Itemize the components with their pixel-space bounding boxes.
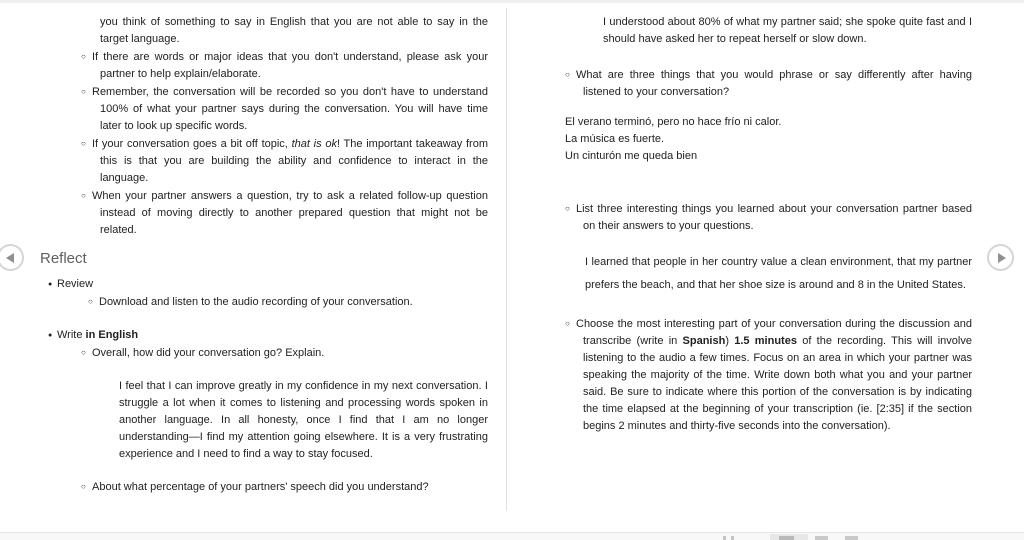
- circle-bullet-icon: ○: [81, 139, 86, 148]
- right-triangle-icon: [998, 253, 1006, 263]
- text-run: About what percentage of your partners' speech did you understand?: [92, 481, 429, 493]
- text-run: When your partner answers a question, try to ask a related follow-up question instead of moving directly to another prepared question that might not be related.: [92, 190, 488, 236]
- response-paragraph: [585, 251, 972, 296]
- text-run: List three interesting things you learned about your conversation partner based on their answers to your questions.: [576, 203, 972, 232]
- toolbar-button-stub[interactable]: [723, 536, 726, 540]
- toolbar-button-stub[interactable]: [845, 536, 858, 540]
- text-run: If there are words or major ideas that you don't understand, please ask your partner to help explain/elaborate.: [92, 51, 488, 80]
- disc-bullet-icon: ●: [48, 281, 53, 288]
- circle-bullet-icon: ○: [81, 52, 86, 61]
- toolbar-field-value-stub: [779, 536, 794, 540]
- list-item: [81, 83, 488, 135]
- text-run: What are three things that you would phrase or say differently after having listened to your conversation?: [576, 69, 972, 98]
- list-item: [81, 478, 488, 496]
- text-run: Spanish: [682, 335, 726, 347]
- response-paragraph: [603, 14, 972, 48]
- text-run: in English: [85, 329, 139, 341]
- text-run: I feel that I can improve greatly in my confidence in my next conversation. I struggle a lot when it comes to listening and processing words spoken in another language. In all honesty, once I find that I am no longer understanding—I find my attention going elsewhere. It is a very frustrating experience and I need to find a way to stay focused.: [119, 380, 488, 460]
- left-triangle-icon: [6, 253, 14, 263]
- text-run: Write: [57, 329, 86, 341]
- text-run: ): [725, 335, 735, 347]
- text-run: Download and listen to the audio recording of your conversation.: [99, 296, 413, 308]
- text-run: you think of something to say in English that you are not able to say in the target language.: [100, 16, 488, 45]
- list-item: [565, 200, 972, 235]
- text-run: I understood about 80% of what my partner said; she spoke quite fast and I should have asked her to repeat herself or slow down.: [603, 16, 972, 45]
- text-run: 1.5 minutes: [734, 335, 797, 347]
- response-line: [565, 131, 972, 148]
- toolbar-button-stub[interactable]: [815, 536, 828, 540]
- list-item: [48, 327, 488, 344]
- top-edge-strip: [0, 0, 1024, 3]
- text-run: ! The important takeaway from this is that you are building the ability and confidence to interact in the language.: [100, 138, 488, 184]
- disc-bullet-icon: ●: [48, 332, 53, 339]
- page-divider: [506, 8, 507, 511]
- text-run: Review: [57, 278, 94, 290]
- next-page-button[interactable]: [987, 244, 1014, 271]
- toolbar-field-stub[interactable]: [770, 534, 808, 540]
- text-run: Un cinturón me queda bien: [565, 150, 698, 162]
- list-item: [565, 66, 972, 101]
- text-run: If your conversation goes a bit off topic,: [92, 138, 292, 150]
- circle-bullet-icon: ○: [81, 482, 86, 491]
- response-line: [565, 114, 972, 131]
- document-page-right: [518, 8, 1010, 435]
- text-run: Overall, how did your conversation go? Explain.: [92, 347, 325, 359]
- text-run: of the recording. This will involve listening to the audio a few times. Focus on an area in which your partner was speaking the majority of the time. Write down both what you and your partner said. Be sure to indicate where this portion of the conversation is by indicating the time elapsed at the beginning of your transcription (ie. [2:35] if the section begins 2 minutes and thirty-five seconds into the conversation).: [583, 335, 972, 432]
- list-item: [81, 187, 488, 239]
- section-heading: [40, 249, 488, 269]
- text-run: La música es fuerte.: [565, 133, 665, 145]
- circle-bullet-icon: ○: [88, 297, 93, 306]
- list-item: [81, 344, 488, 362]
- response-line: [565, 148, 972, 165]
- circle-bullet-icon: ○: [565, 70, 570, 79]
- list-item: [88, 293, 488, 311]
- circle-bullet-icon: ○: [81, 191, 86, 200]
- document-page-left: [0, 8, 507, 496]
- bottom-toolbar: [0, 532, 1024, 540]
- circle-bullet-icon: ○: [81, 87, 86, 96]
- circle-bullet-icon: ○: [565, 319, 570, 328]
- circle-bullet-icon: ○: [81, 348, 86, 357]
- text-run: Choose the most interesting part of your conversation during the discussion and transcribe (write in: [576, 318, 972, 347]
- list-item: [81, 48, 488, 83]
- response-paragraph: [119, 378, 488, 463]
- list-item: [48, 276, 488, 293]
- text-run: Remember, the conversation will be recorded so you don't have to understand 100% of what your partner says during the conversation. You will have time later to look up specific words.: [92, 86, 488, 132]
- list-item: [81, 135, 488, 187]
- paragraph: [100, 14, 488, 48]
- circle-bullet-icon: ○: [565, 204, 570, 213]
- text-run: Reflect: [40, 250, 87, 267]
- text-run: I learned that people in her country value a clean environment, that my partner prefers the beach, and that her shoe size is around and 8 in the United States.: [585, 256, 972, 291]
- text-run: that is ok: [291, 138, 337, 150]
- text-run: El verano terminó, pero no hace frío ni calor.: [565, 116, 782, 128]
- list-item: [565, 315, 972, 435]
- toolbar-button-stub[interactable]: [731, 536, 734, 540]
